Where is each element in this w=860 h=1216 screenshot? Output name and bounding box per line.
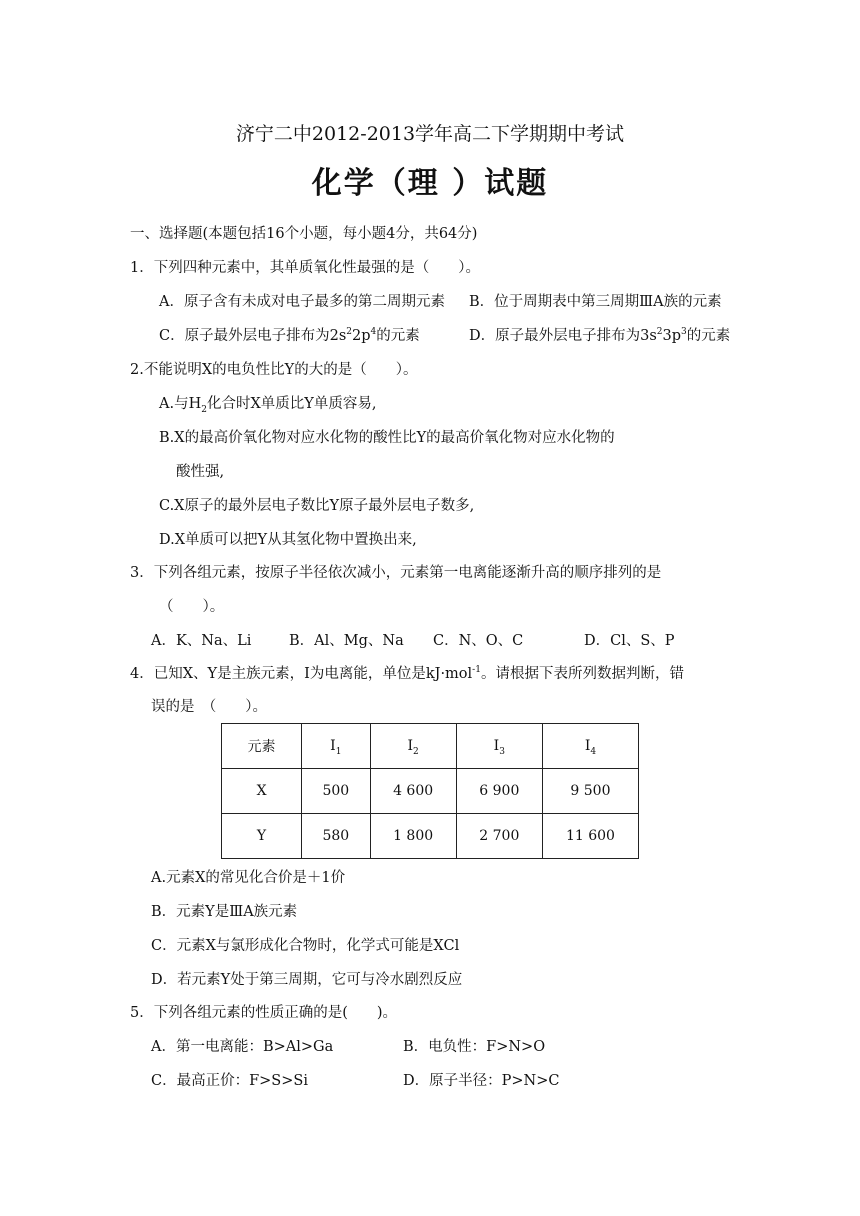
table-cell: 500	[302, 769, 370, 814]
table-header-cell: $I_1$	[302, 724, 370, 769]
q3-option-c: C．N、O、C	[433, 633, 524, 649]
section-heading: 一、选择题(本题包括16个小题，每小题4分，共64分)	[130, 226, 478, 242]
q2-option-c: C.X原子的最外层电子数比Y原子最外层电子数多,	[159, 498, 475, 514]
table-cell: 11 600	[542, 814, 638, 859]
table-cell: 6 900	[456, 769, 542, 814]
q1-option-d: D．原子最外层电子排布为$3s^23p^3$的元素	[469, 327, 731, 344]
q4-stem-cont: 误的是 （ ）。	[151, 699, 267, 715]
q3-option-b: B．Al、Mg、Na	[289, 633, 404, 649]
q3-option-a: A．K、Na、Li	[151, 633, 252, 649]
table-cell: 580	[302, 814, 370, 859]
q2-option-a: A.与$H_2$化合时X单质比Y单质容易,	[159, 396, 377, 415]
q4-stem: 4．已知X、Y是主族元素，I为电离能，单位是kJ·mol$^{-1}$。请根据下表所列数据判断，错	[130, 665, 684, 682]
ionization-energy-table	[221, 723, 639, 859]
q2-stem: 2.不能说明X的电负性比Y的大的是（ ）。	[130, 362, 418, 378]
table-cell: Y	[222, 814, 302, 859]
table-header-cell: 元素	[222, 724, 302, 769]
q1-option-b: B．位于周期表中第三周期ⅢA族的元素	[469, 294, 722, 310]
table-cell: 4 600	[370, 769, 456, 814]
subject-title: 化学（理 ）试题	[311, 166, 549, 201]
q1-option-a: A．原子含有未成对电子最多的第二周期元素	[159, 294, 445, 310]
q2-option-b: B.X的最高价氧化物对应水化物的酸性比Y的最高价氧化物对应水化物的	[159, 430, 615, 446]
table-row	[222, 814, 639, 859]
q4-option-c: C．元素X与氯形成化合物时，化学式可能是XCl	[151, 938, 460, 954]
q5-option-a: A．第一电离能：B>Al>Ga	[151, 1039, 334, 1055]
q2-option-b-cont: 酸性强,	[176, 464, 225, 480]
table-cell: 9 500	[542, 769, 638, 814]
table-cell: 2 700	[456, 814, 542, 859]
exam-title: 济宁二中2012-2013学年高二下学期期中考试	[235, 123, 625, 145]
table-row	[222, 769, 639, 814]
q5-option-b: B．电负性：F>N>O	[403, 1039, 546, 1055]
table-header-cell: $I_2$	[370, 724, 456, 769]
q3-option-d: D．Cl、S、P	[584, 633, 675, 649]
q5-option-d: D．原子半径：P>N>C	[403, 1073, 560, 1089]
q5-option-c: C．最高正价：F>S>Si	[151, 1073, 308, 1089]
q5-stem: 5．下列各组元素的性质正确的是( )。	[130, 1005, 398, 1021]
q2-option-d: D.X单质可以把Y从其氢化物中置换出来,	[159, 532, 417, 548]
q3-stem-cont: （ ）。	[159, 599, 225, 615]
q1-stem: 1．下列四种元素中，其单质氧化性最强的是（ ）。	[130, 260, 480, 276]
table-header-cell: $I_3$	[456, 724, 542, 769]
table-cell: 1 800	[370, 814, 456, 859]
q3-stem: 3．下列各组元素，按原子半径依次减小，元素第一电离能逐渐升高的顺序排列的是	[130, 565, 662, 581]
table-header-row	[222, 724, 639, 769]
table-cell: X	[222, 769, 302, 814]
q4-option-a: A.元素X的常见化合价是＋1价	[151, 870, 346, 886]
q1-option-c: C．原子最外层电子排布为$2s^22p^4$的元素	[159, 327, 420, 344]
q4-option-b: B．元素Y是ⅢA族元素	[151, 904, 298, 920]
table-header-cell: $I_4$	[542, 724, 638, 769]
q4-option-d: D．若元素Y处于第三周期，它可与冷水剧烈反应	[151, 972, 463, 988]
